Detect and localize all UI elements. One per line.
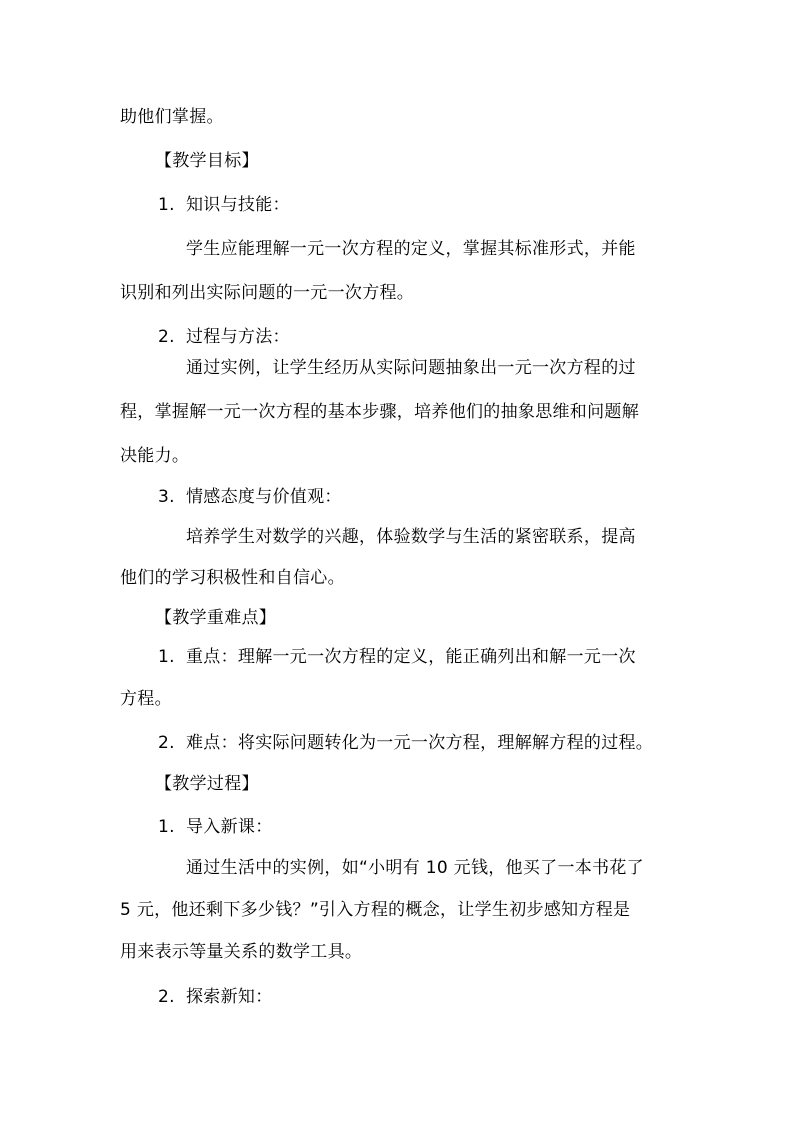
paragraph-line: 识别和列出实际问题的一元一次方程。 (120, 283, 415, 303)
section-heading-key-points: 【教学重难点】 (155, 608, 277, 628)
section-heading-process: 【教学过程】 (155, 774, 259, 794)
process-item-2 (158, 985, 273, 1009)
item-label: 知识与技能： (186, 195, 290, 215)
paragraph-line: 通过实例，让学生经历从实际问题抽象出一元一次方程的过 (186, 358, 636, 378)
objective-item-3 (158, 485, 342, 509)
paragraph-line: 他们的学习积极性和自信心。 (120, 568, 345, 588)
intro-tail-text: 助他们掌握。 (120, 107, 224, 127)
item-number: 2. (158, 327, 175, 347)
process-item-1 (158, 815, 273, 839)
item-label: 导入新课： (186, 817, 273, 837)
objective-item-2 (158, 325, 290, 349)
paragraph-line: 5 元，他还剩下多少钱？”引入方程的概念，让学生初步感知方程是 (120, 900, 631, 920)
paragraph-line: 通过生活中的实例，如“小明有 10 元钱，他买了一本书花了 (186, 858, 644, 878)
item-text: 重点：理解一元一次方程的定义，能正确列出和解一元一次 (186, 647, 636, 667)
key-point-item-2 (158, 731, 653, 755)
paragraph-line: 决能力。 (120, 446, 190, 466)
objective-item-1 (158, 193, 290, 217)
item-number: 2. (158, 733, 175, 753)
section-heading-objectives: 【教学目标】 (155, 151, 259, 171)
item-label: 探索新知： (186, 987, 273, 1007)
item-number: 2. (158, 987, 175, 1007)
paragraph-line: 学生应能理解一元一次方程的定义，掌握其标准形式，并能 (186, 239, 636, 259)
paragraph-line: 用来表示等量关系的数学工具。 (120, 942, 363, 962)
key-point-item-1 (158, 645, 636, 669)
item-label: 情感态度与价值观： (186, 487, 342, 507)
paragraph-line: 方程。 (120, 689, 172, 709)
paragraph-line: 培养学生对数学的兴趣，体验数学与生活的紧密联系，提高 (186, 527, 636, 547)
item-label: 过程与方法： (186, 327, 290, 347)
item-number: 1. (158, 195, 175, 215)
item-number: 3. (158, 487, 175, 507)
paragraph-line: 程，掌握解一元一次方程的基本步骤，培养他们的抽象思维和问题解 (120, 402, 639, 422)
item-number: 1. (158, 817, 175, 837)
item-text: 难点：将实际问题转化为一元一次方程，理解解方程的过程。 (186, 733, 654, 753)
item-number: 1. (158, 647, 175, 667)
